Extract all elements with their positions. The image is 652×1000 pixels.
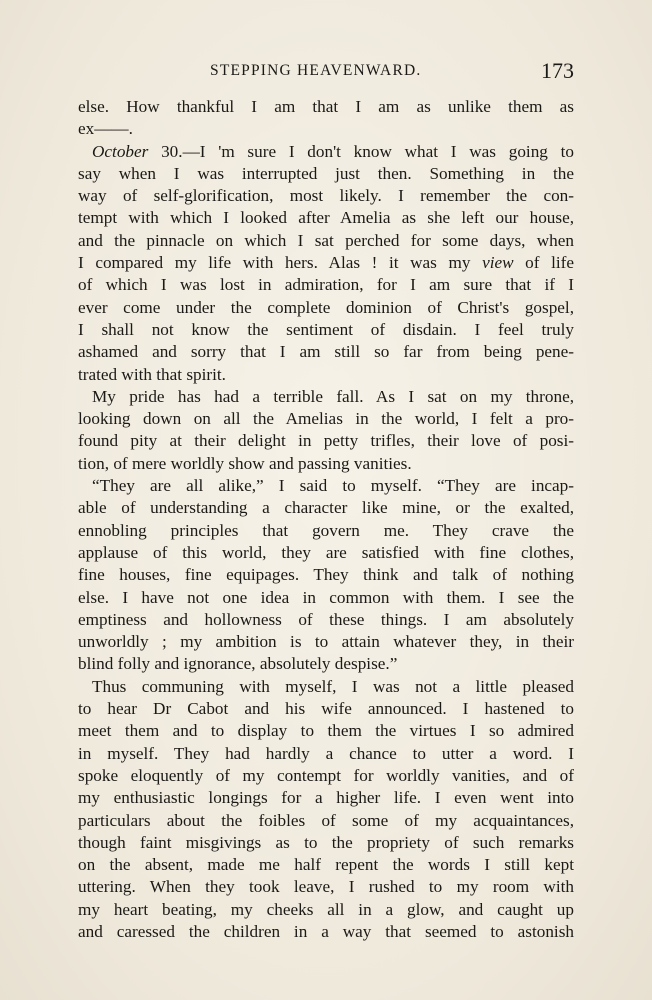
- text-line: ever come under the complete dominion of Christ's gospel,: [78, 297, 574, 317]
- text-line: meet them and to display to them the virtues I so admired: [78, 721, 574, 741]
- text-line: to hear Dr Cabot and his wife announced. I hastened to: [78, 699, 574, 719]
- text-fragment: 30.—I 'm sure I don't know what I was going to: [161, 141, 574, 161]
- text-line: and the pinnacle on which I sat perched for some days, when: [78, 230, 574, 250]
- text-line: Thus communing with myself, I was not a little pleased: [92, 676, 574, 696]
- italic-word: view: [482, 253, 514, 273]
- text-line: I shall not know the sentiment of disdain. I feel truly: [78, 319, 574, 339]
- text-line: my heart beating, my cheeks all in a glow, and caught up: [78, 899, 574, 919]
- text-line: in myself. They had hardly a chance to utter a word. I: [78, 743, 574, 763]
- running-head: STEPPING HEAVENWARD.: [210, 62, 422, 79]
- text-line: unworldly ; my ambition is to attain whatever they, in their: [78, 632, 574, 652]
- text-line: found pity at their delight in petty trifles, their love of posi-: [78, 431, 574, 451]
- text-line: else. How thankful I am that I am as unlike them as: [78, 97, 574, 116]
- text-line: on the absent, made me half repent the words I still kept: [78, 855, 574, 875]
- text-line: spoke eloquently of my contempt for worldly vanities, and of: [78, 765, 574, 785]
- page-header: [78, 58, 574, 88]
- text-line: say when I was interrupted just then. Something in the: [78, 163, 574, 183]
- text-line: uttering. When they took leave, I rushed to my room with: [78, 877, 574, 897]
- text-line: and caressed the children in a way that seemed to astonish: [78, 921, 574, 941]
- text-line: My pride has had a terrible fall. As I sat on my throne,: [92, 386, 574, 406]
- text-line: applause of this world, they are satisfied with fine clothes,: [78, 542, 574, 562]
- text-line: ennobling principles that govern me. They crave the: [78, 520, 574, 540]
- text-fragment: of life: [525, 253, 575, 273]
- text-line: of which I was lost in admiration, for I am sure that if I: [78, 275, 574, 295]
- text-line: [78, 252, 574, 274]
- text-line: way of self-glorification, most likely. I remember the con-: [78, 186, 574, 206]
- text-line: particulars about the foibles of some of my acquaintances,: [78, 810, 574, 830]
- text-line: emptiness and hollowness of these things. I am absolutely: [78, 609, 574, 629]
- text-line: tempt with which I looked after Amelia as she left our house,: [78, 208, 574, 228]
- text-line: looking down on all the Amelias in the world, I felt a pro-: [78, 409, 574, 429]
- body-text: [78, 96, 574, 943]
- text-line: ashamed and sorry that I am still so far from being pene-: [78, 342, 574, 362]
- text-line: “They are all alike,” I said to myself. “They are incap-: [92, 476, 574, 496]
- text-line: blind folly and ignorance, absolutely despise.”: [78, 654, 398, 674]
- page-number: 173: [541, 58, 574, 83]
- text-line: though faint misgivings as to the propriety of such remarks: [78, 832, 574, 852]
- text-line: else. I have not one idea in common with them. I see the: [78, 587, 574, 607]
- text-line: [78, 141, 574, 163]
- text-line: my enthusiastic longings for a higher life. I even went into: [78, 788, 574, 808]
- text-line: ex——.: [78, 119, 133, 139]
- text-line: trated with that spirit.: [78, 364, 226, 384]
- text-line: tion, of mere worldly show and passing vanities.: [78, 453, 412, 473]
- text-fragment: I compared my life with hers. Alas ! it was my: [78, 253, 471, 273]
- date-label: October: [92, 141, 149, 161]
- text-line: able of understanding a character like mine, or the exalted,: [78, 498, 574, 518]
- text-line: fine houses, fine equipages. They think and talk of nothing: [78, 565, 574, 585]
